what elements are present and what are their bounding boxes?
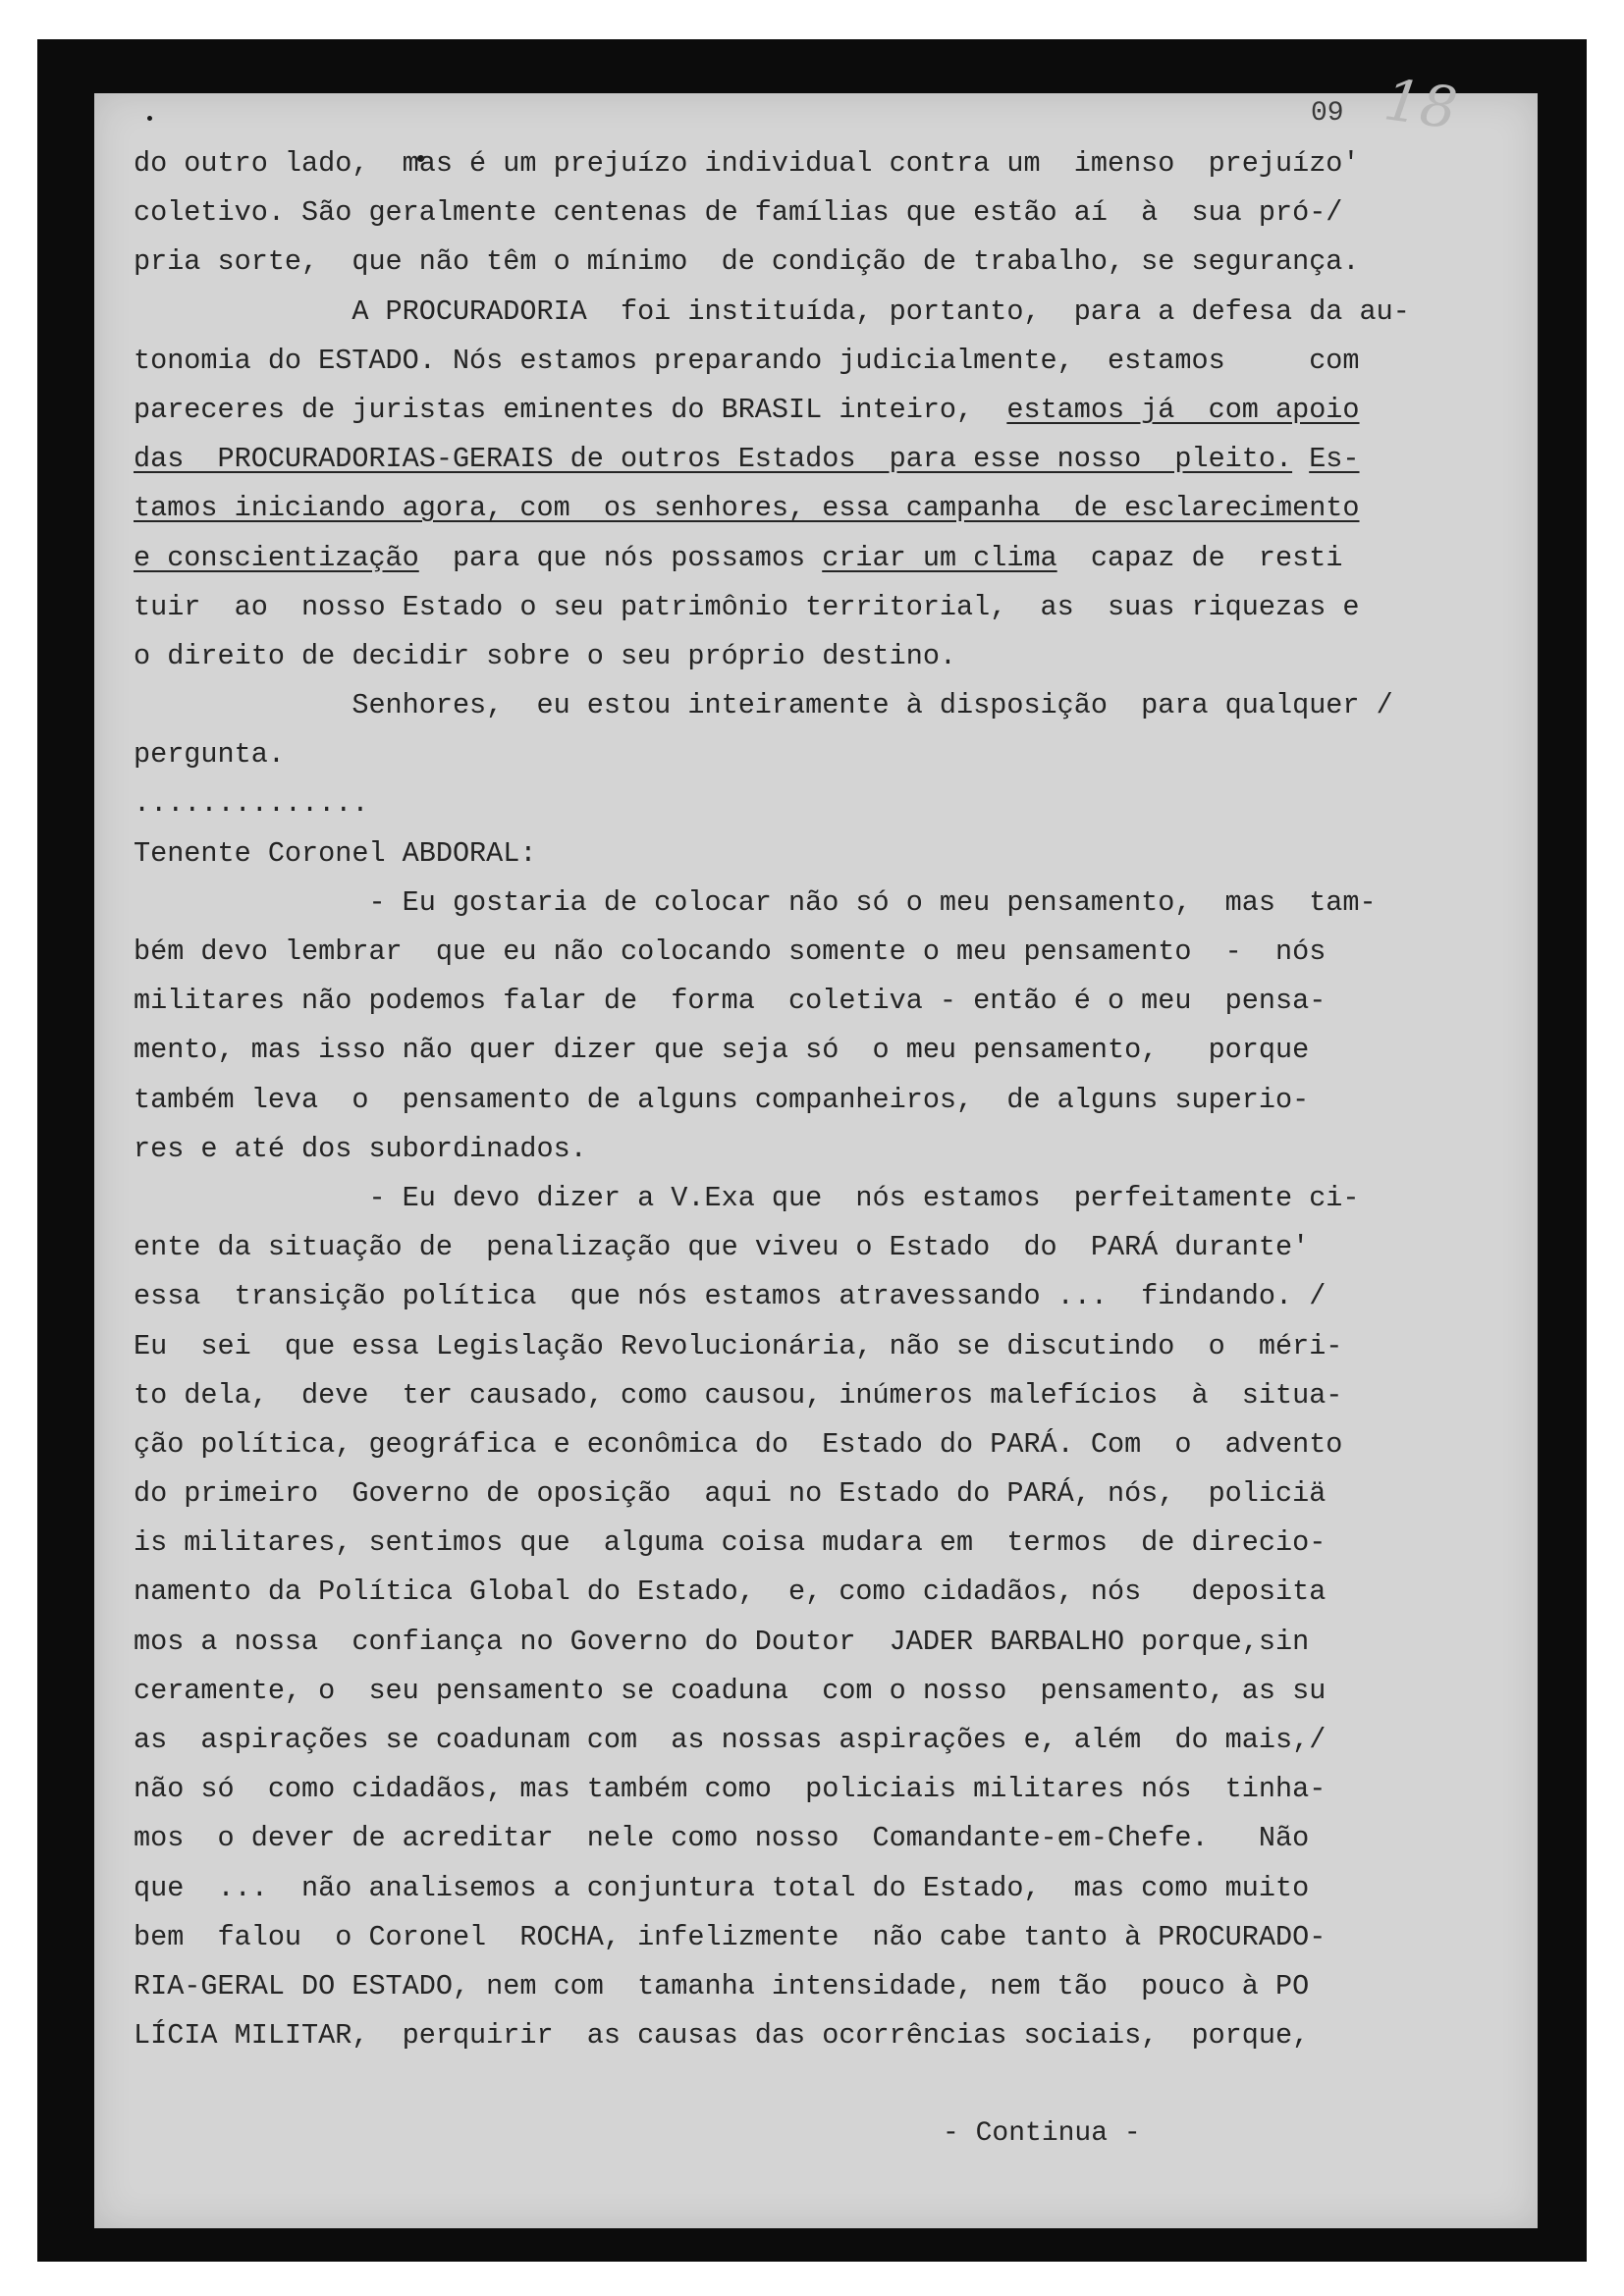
text-line: [134, 681, 1459, 730]
underlined-text: criar um clima: [822, 541, 1057, 574]
text-segment: ..............: [134, 787, 369, 821]
text-segment: tonomia do ESTADO. Nós estamos preparando judicialmente, estamos com: [134, 344, 1360, 377]
document-body: [134, 139, 1459, 2060]
text-line: [134, 1913, 1459, 1962]
underlined-text: das PROCURADORIAS-GERAIS de outros Estados para esse nosso pleito.: [134, 443, 1293, 476]
text-segment: - Eu gostaria de colocar não só o meu pensamento, mas tam-: [134, 885, 1377, 919]
text-segment: capaz de resti: [1056, 541, 1343, 574]
text-line: [134, 1322, 1459, 1371]
text-line: [134, 1568, 1459, 1617]
text-line: [134, 977, 1459, 1026]
text-line: [134, 1814, 1459, 1863]
text-segment: Senhores, eu estou inteiramente à disposição para qualquer /: [134, 689, 1393, 722]
text-line: [134, 1667, 1459, 1716]
text-line: [134, 2011, 1459, 2060]
text-line: [134, 1420, 1459, 1469]
text-segment: essa transição política que nós estamos atravessando ... findando. /: [134, 1280, 1326, 1313]
text-line: [134, 730, 1459, 779]
text-line: [134, 1618, 1459, 1667]
text-segment: pria sorte, que não têm o mínimo de condição de trabalho, se segurança.: [134, 245, 1360, 279]
text-line: [134, 829, 1459, 879]
text-segment: to dela, deve ter causado, como causou, inúmeros malefícios à situa-: [134, 1378, 1343, 1412]
text-segment: mento, mas isso não quer dizer que seja só o meu pensamento, porque: [134, 1034, 1310, 1067]
text-segment: coletivo. São geralmente centenas de famílias que estão aí à sua pró-/: [134, 196, 1343, 230]
continuation-footer: - Continua -: [943, 2118, 1141, 2149]
page-number: 09: [1311, 98, 1344, 129]
text-line: [134, 779, 1459, 828]
text-line: [134, 1223, 1459, 1272]
text-segment: mos o dever de acreditar nele como nosso Comandante-em-Chefe. Não: [134, 1822, 1310, 1855]
text-line: [134, 1371, 1459, 1420]
text-segment: não só como cidadãos, mas também como policiais militares nós tinha-: [134, 1773, 1326, 1806]
text-line: [134, 1272, 1459, 1321]
text-line: [134, 1469, 1459, 1519]
text-segment: tuir ao nosso Estado o seu patrimônio territorial, as suas riquezas e: [134, 590, 1360, 623]
text-segment: is militares, sentimos que alguma coisa mudara em termos de direcio-: [134, 1526, 1326, 1560]
text-line: [134, 484, 1459, 533]
underlined-text: estamos já com apoio: [1006, 393, 1360, 426]
text-line: [134, 1864, 1459, 1913]
text-segment: RIA-GERAL DO ESTADO, nem com tamanha intensidade, nem tão pouco à PO: [134, 1969, 1310, 2002]
underlined-text: Es-: [1309, 443, 1360, 476]
text-segment: que ... não analisemos a conjuntura total do Estado, mas como muito: [134, 1871, 1310, 1904]
text-segment: bém devo lembrar que eu não colocando somente o meu pensamento - nós: [134, 935, 1326, 968]
text-segment: [1292, 443, 1309, 475]
text-line: [134, 386, 1459, 435]
text-line: [134, 337, 1459, 386]
text-segment: Eu sei que essa Legislação Revolucionária, não se discutindo o méri-: [134, 1329, 1343, 1362]
text-line: [134, 1765, 1459, 1814]
text-segment: Tenente Coronel ABDORAL:: [134, 836, 537, 870]
text-segment: A PROCURADORIA foi instituída, portanto, para a defesa da au-: [134, 294, 1410, 328]
text-line: [134, 583, 1459, 632]
text-line: [134, 139, 1459, 188]
text-segment: ção política, geográfica e econômica do Estado do PARÁ. Com o advento: [134, 1427, 1343, 1461]
text-segment: do primeiro Governo de oposição aqui no Estado do PARÁ, nós, policiä: [134, 1477, 1326, 1511]
text-line: [134, 1125, 1459, 1174]
text-line: [134, 928, 1459, 977]
text-line: [134, 1716, 1459, 1765]
handwritten-page-mark: 18: [1380, 66, 1462, 142]
underlined-text: e conscientização: [134, 541, 419, 574]
text-segment: LÍCIA MILITAR, perquirir as causas das ocorrências sociais, porque,: [134, 2019, 1310, 2053]
text-line: [134, 879, 1459, 928]
text-segment: pergunta.: [134, 738, 285, 772]
text-segment: o direito de decidir sobre o seu próprio destino.: [134, 639, 957, 672]
text-line: [134, 238, 1459, 287]
scan-speck: [147, 116, 152, 121]
text-segment: res e até dos subordinados.: [134, 1132, 587, 1165]
text-line: [134, 435, 1459, 484]
text-segment: do outro lado, mas é um prejuízo individual contra um imenso prejuízo': [134, 147, 1360, 180]
text-line: [134, 1962, 1459, 2011]
text-line: [134, 1026, 1459, 1075]
text-segment: militares não podemos falar de forma coletiva - então é o meu pensa-: [134, 985, 1326, 1018]
text-segment: - Eu devo dizer a V.Exa que nós estamos perfeitamente ci-: [134, 1181, 1360, 1214]
text-line: [134, 288, 1459, 337]
text-line: [134, 534, 1459, 583]
text-segment: também leva o pensamento de alguns companheiros, de alguns superio-: [134, 1083, 1310, 1116]
text-segment: para que nós possamos: [418, 541, 823, 574]
underlined-text: tamos iniciando agora, com os senhores, essa campanha de esclarecimento: [134, 492, 1360, 525]
text-segment: ente da situação de penalização que viveu o Estado do PARÁ durante': [134, 1231, 1310, 1264]
text-segment: bem falou o Coronel ROCHA, infelizmente não cabe tanto à PROCURADO-: [134, 1920, 1326, 1953]
text-line: [134, 188, 1459, 238]
text-segment: mos a nossa confiança no Governo do Doutor JADER BARBALHO porque,sin: [134, 1625, 1310, 1658]
text-line: [134, 1519, 1459, 1568]
text-segment: namento da Política Global do Estado, e, como cidadãos, nós deposita: [134, 1575, 1326, 1609]
text-segment: pareceres de juristas eminentes do BRASIL inteiro,: [134, 393, 1007, 426]
text-segment: ceramente, o seu pensamento se coaduna com o nosso pensamento, as su: [134, 1674, 1326, 1707]
text-line: [134, 1076, 1459, 1125]
text-segment: as aspirações se coadunam com as nossas aspirações e, além do mais,/: [134, 1724, 1326, 1756]
text-line: [134, 1174, 1459, 1223]
text-line: [134, 632, 1459, 681]
